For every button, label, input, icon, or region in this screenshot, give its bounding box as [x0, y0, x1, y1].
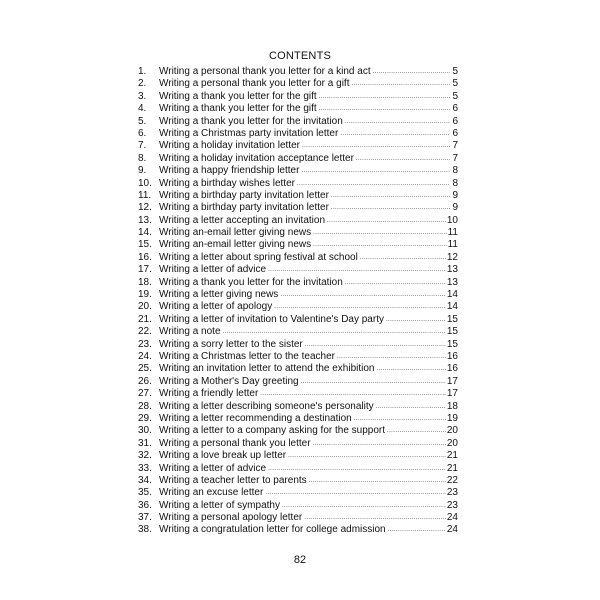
toc-entry-number: 28.: [138, 400, 152, 412]
toc-entry-title: Writing an-email letter giving news: [159, 239, 312, 251]
toc-entry-page: 7: [452, 152, 458, 164]
toc-entry-title: Writing a Christmas letter to the teacher: [159, 350, 335, 362]
toc-entry-title: Writing a thank you letter for the gift: [159, 90, 317, 102]
toc-entry-number: 38.: [138, 524, 152, 536]
toc-entry-page: 11: [447, 239, 458, 251]
toc-entry-page: 9: [452, 202, 458, 214]
dot-leader: [309, 475, 446, 487]
toc-entry-number: 9.: [138, 165, 147, 177]
toc-entry-page: 18: [446, 400, 458, 412]
toc-entry-title: Writing a thank you letter for the invitation: [159, 276, 343, 288]
dot-leader: [386, 314, 446, 326]
toc-entry-title: Writing a friendly letter: [159, 388, 259, 400]
toc-entry-page: 7: [452, 140, 458, 152]
toc-entry-number: 17.: [138, 264, 152, 276]
toc-entry-page: 14: [446, 301, 458, 313]
toc-entry: [138, 450, 458, 462]
toc-entry-title: Writing a letter of apology: [159, 301, 273, 313]
toc-entry-title: Writing a sorry letter to the sister: [159, 338, 303, 350]
dot-leader: [319, 91, 450, 103]
toc-entry-title: Writing a note: [159, 326, 221, 338]
toc-entry: [138, 252, 458, 264]
toc-entry-number: 13.: [138, 214, 152, 226]
toc-entry-page: 23: [446, 499, 458, 511]
toc-entry: [138, 500, 458, 512]
toc-entry-page: 17: [446, 388, 458, 400]
toc-entry: [138, 326, 458, 338]
table-of-contents: [138, 66, 458, 537]
toc-entry-title: Writing an-email letter giving news: [159, 227, 312, 239]
page-number: 82: [293, 554, 307, 566]
toc-entry-number: 14.: [138, 227, 152, 239]
toc-entry-number: 4.: [138, 103, 147, 115]
toc-entry-number: 16.: [138, 251, 152, 263]
toc-entry-page: 22: [446, 474, 458, 486]
toc-entry-number: 25.: [138, 363, 152, 375]
toc-entry-number: 19.: [138, 289, 152, 301]
dot-leader: [274, 301, 446, 313]
toc-entry: [138, 116, 458, 128]
dot-leader: [313, 227, 447, 239]
dot-leader: [377, 363, 446, 375]
toc-entry-title: Writing a thank you letter for the invitation: [159, 115, 343, 127]
toc-entry-title: Writing a letter accepting an invitation: [159, 214, 326, 226]
toc-entry-number: 2.: [138, 78, 147, 90]
contents-heading: CONTENTS: [268, 50, 332, 62]
toc-entry: [138, 512, 458, 524]
toc-entry-page: 6: [452, 115, 458, 127]
toc-entry-title: Writing a personal thank you letter: [159, 437, 311, 449]
toc-entry-page: 15: [446, 338, 458, 350]
toc-entry-page: 10: [446, 214, 458, 226]
toc-entry-page: 24: [446, 524, 458, 536]
dot-leader: [376, 401, 446, 413]
toc-entry-page: 5: [452, 66, 458, 77]
toc-entry-title: Writing an excuse letter: [159, 487, 264, 499]
toc-entry: [138, 91, 458, 103]
toc-entry-number: 24.: [138, 350, 152, 362]
toc-entry-number: 27.: [138, 388, 152, 400]
toc-entry: [138, 140, 458, 152]
toc-entry-number: 11.: [138, 189, 152, 201]
dot-leader: [354, 413, 446, 425]
toc-entry-title: Writing a birthday party invitation letter: [159, 202, 329, 214]
toc-entry: [138, 66, 458, 78]
dot-leader: [282, 500, 446, 512]
toc-entry-title: Writing a Christmas party invitation letter: [159, 127, 339, 139]
toc-entry-page: 17: [446, 375, 458, 387]
toc-entry: [138, 190, 458, 202]
toc-entry: [138, 388, 458, 400]
toc-entry: [138, 301, 458, 313]
dot-leader: [304, 512, 446, 524]
dot-leader: [337, 351, 446, 363]
dot-leader: [351, 78, 450, 90]
toc-entry-number: 34.: [138, 474, 152, 486]
dot-leader: [388, 524, 446, 536]
dot-leader: [288, 450, 446, 462]
toc-entry-title: Writing a letter of advice: [159, 462, 267, 474]
toc-entry-number: 8.: [138, 152, 147, 164]
dot-leader: [373, 66, 450, 78]
dot-leader: [313, 239, 447, 251]
toc-entry-page: 8: [452, 165, 458, 177]
dot-leader: [268, 264, 446, 276]
toc-entry: [138, 475, 458, 487]
toc-entry-page: 9: [452, 189, 458, 201]
toc-entry: [138, 401, 458, 413]
toc-entry: [138, 463, 458, 475]
toc-entry-number: 5.: [138, 115, 147, 127]
toc-entry-page: 15: [446, 313, 458, 325]
toc-entry-title: Writing a love break up letter: [159, 450, 287, 462]
toc-entry-title: Writing a birthday wishes letter: [159, 177, 295, 189]
toc-entry-number: 20.: [138, 301, 152, 313]
toc-entry-page: 13: [446, 264, 458, 276]
dot-leader: [331, 190, 450, 202]
toc-entry-title: Writing a letter of invitation to Valentine's Day party: [159, 313, 384, 325]
toc-entry: [138, 202, 458, 214]
toc-entry: [138, 289, 458, 301]
toc-entry-number: 23.: [138, 338, 152, 350]
toc-entry-title: Writing a letter to a company asking for the support: [159, 425, 386, 437]
toc-entry-page: 6: [452, 103, 458, 115]
toc-entry-number: 21.: [138, 313, 152, 325]
dot-leader: [302, 140, 450, 152]
toc-entry-page: 20: [446, 437, 458, 449]
toc-entry-number: 33.: [138, 462, 152, 474]
toc-entry: [138, 239, 458, 251]
toc-entry: [138, 227, 458, 239]
toc-entry: [138, 78, 458, 90]
toc-entry: [138, 153, 458, 165]
toc-entry-title: Writing a holiday invitation acceptance letter: [159, 152, 354, 164]
toc-entry-page: 8: [452, 177, 458, 189]
dot-leader: [313, 438, 446, 450]
toc-entry-number: 26.: [138, 375, 152, 387]
toc-entry-title: Writing a congratulation letter for college admission: [159, 524, 386, 536]
toc-entry-number: 15.: [138, 239, 152, 251]
dot-leader: [319, 103, 450, 115]
dot-leader: [327, 215, 446, 227]
toc-entry-page: 21: [446, 450, 458, 462]
toc-entry-title: Writing a letter of sympathy: [159, 499, 280, 511]
toc-entry-title: Writing a holiday invitation letter: [159, 140, 300, 152]
dot-leader: [301, 376, 446, 388]
dot-leader: [297, 178, 450, 190]
toc-entry-title: Writing a letter giving news: [159, 289, 279, 301]
toc-entry-page: 19: [446, 412, 458, 424]
toc-entry-title: Writing a letter about spring festival at school: [159, 251, 358, 263]
toc-entry: [138, 215, 458, 227]
toc-entry: [138, 487, 458, 499]
toc-entry-page: 5: [452, 90, 458, 102]
toc-entry-number: 7.: [138, 140, 147, 152]
toc-entry: [138, 339, 458, 351]
toc-entry-page: 15: [446, 326, 458, 338]
toc-entry: [138, 524, 458, 536]
dot-leader: [345, 116, 450, 128]
toc-entry-page: 12: [446, 251, 458, 263]
toc-entry-title: Writing a teacher letter to parents: [159, 474, 307, 486]
toc-entry-number: 35.: [138, 487, 152, 499]
toc-entry-title: Writing a letter of advice: [159, 264, 267, 276]
toc-entry-title: Writing a thank you letter for the gift: [159, 103, 317, 115]
dot-leader: [356, 153, 450, 165]
toc-entry-page: 23: [446, 487, 458, 499]
dot-leader: [305, 339, 446, 351]
toc-entry-title: Writing a birthday party invitation letter: [159, 189, 329, 201]
toc-entry-number: 31.: [138, 437, 152, 449]
toc-entry-number: 10.: [138, 177, 152, 189]
toc-entry-page: 5: [452, 78, 458, 90]
toc-entry-title: Writing a personal apology letter: [159, 512, 303, 524]
toc-entry-title: Writing a letter recommending a destination: [159, 412, 352, 424]
toc-entry: [138, 178, 458, 190]
toc-entry-number: 30.: [138, 425, 152, 437]
toc-entry: [138, 376, 458, 388]
toc-entry-page: 14: [446, 289, 458, 301]
toc-entry: [138, 438, 458, 450]
toc-entry-title: Writing a personal thank you letter for a kind act: [159, 66, 371, 77]
toc-entry-title: Writing a happy friendship letter: [159, 165, 300, 177]
dot-leader: [223, 326, 446, 338]
toc-entry: [138, 277, 458, 289]
toc-entry: [138, 165, 458, 177]
toc-entry-page: 24: [446, 512, 458, 524]
toc-entry-number: 37.: [138, 512, 152, 524]
toc-entry: [138, 351, 458, 363]
dot-leader: [331, 202, 450, 214]
toc-entry: [138, 413, 458, 425]
toc-entry: [138, 363, 458, 375]
toc-entry-page: 11: [447, 227, 458, 239]
toc-entry-number: 29.: [138, 412, 152, 424]
toc-entry-number: 18.: [138, 276, 152, 288]
toc-entry-title: Writing an invitation letter to attend the exhibition: [159, 363, 375, 375]
dot-leader: [387, 425, 446, 437]
dot-leader: [340, 128, 450, 140]
toc-entry-page: 16: [446, 350, 458, 362]
dot-leader: [260, 388, 446, 400]
toc-entry-title: Writing a letter describing someone's personality: [159, 400, 374, 412]
dot-leader: [301, 165, 450, 177]
toc-entry-number: 6.: [138, 127, 147, 139]
toc-entry-page: 21: [446, 462, 458, 474]
toc-entry-number: 1.: [138, 66, 147, 77]
toc-entry-page: 20: [446, 425, 458, 437]
toc-entry-number: 36.: [138, 499, 152, 511]
toc-entry-number: 12.: [138, 202, 152, 214]
toc-entry-page: 6: [452, 127, 458, 139]
toc-entry-title: Writing a personal thank you letter for a gift: [159, 78, 350, 90]
toc-entry-number: 22.: [138, 326, 152, 338]
dot-leader: [360, 252, 446, 264]
toc-entry: [138, 264, 458, 276]
toc-entry: [138, 128, 458, 140]
toc-entry-page: 13: [446, 276, 458, 288]
dot-leader: [265, 487, 446, 499]
dot-leader: [345, 277, 446, 289]
toc-entry: [138, 103, 458, 115]
toc-entry: [138, 425, 458, 437]
toc-entry-number: 3.: [138, 90, 147, 102]
dot-leader: [280, 289, 446, 301]
toc-entry-number: 32.: [138, 450, 152, 462]
dot-leader: [268, 463, 446, 475]
toc-entry-title: Writing a Mother's Day greeting: [159, 375, 299, 387]
toc-entry: [138, 314, 458, 326]
toc-entry-page: 16: [446, 363, 458, 375]
